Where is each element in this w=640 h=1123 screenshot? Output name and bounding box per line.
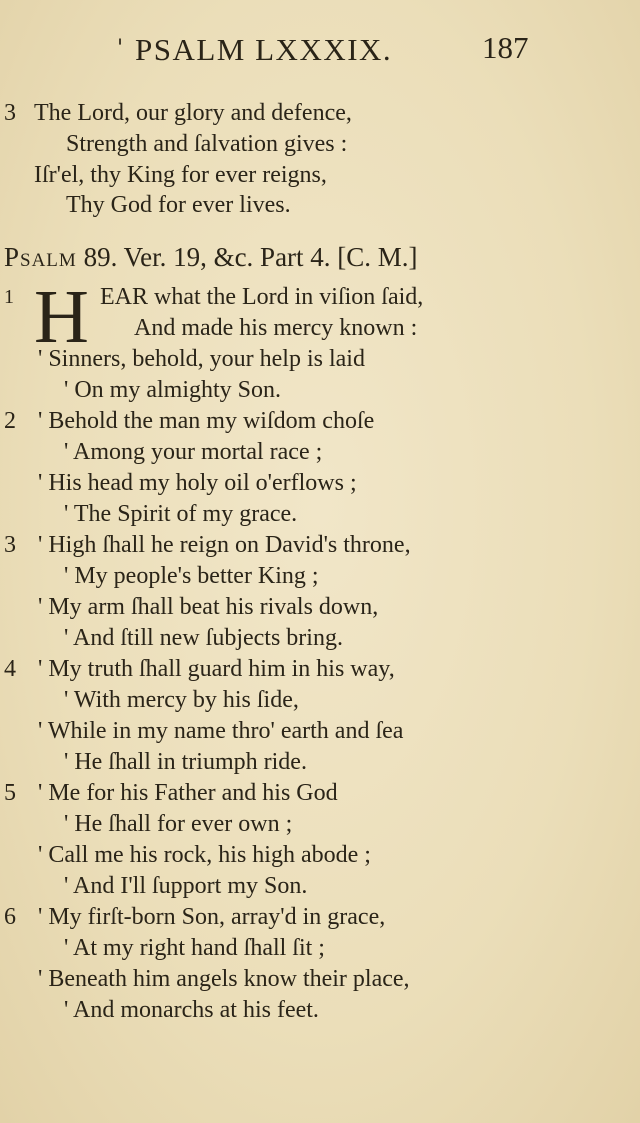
- verse-line: ' My firſt-born Son, array'd in grace,: [38, 904, 386, 930]
- verse-line: ' My people's better King ;: [64, 563, 319, 589]
- running-head-title: PSALM LXXXIX.: [135, 32, 393, 67]
- verse-line: ' Among your mortal race ;: [64, 439, 323, 465]
- verse-number: 6: [4, 904, 16, 930]
- verse-line: ' He ſhall for ever own ;: [64, 811, 293, 837]
- verse-line: ' Beneath him angels know their place,: [38, 966, 410, 992]
- section-heading: [4, 240, 634, 274]
- running-head-ornament: ': [117, 36, 124, 61]
- verse-line: ' Me for his Father and his God: [38, 780, 338, 806]
- verse-line: EAR what the Lord in viſion ſaid,: [100, 284, 424, 310]
- verse-number: 2: [4, 408, 16, 434]
- verse-line: ' He ſhall in triumph ride.: [64, 749, 307, 775]
- heading-meter: [C. M.]: [337, 242, 418, 272]
- running-head: [0, 28, 640, 72]
- drop-cap: H: [34, 275, 89, 359]
- verse-number: 4: [4, 656, 16, 682]
- verse-line: ' And ſtill new ſubjects bring.: [64, 625, 343, 651]
- verse-line: Thy God for ever lives.: [66, 192, 291, 218]
- verse-line: ' Behold the man my wiſdom choſe: [38, 408, 375, 434]
- verse-line: ' High ſhall he reign on David's throne,: [38, 532, 411, 558]
- verse-line: ' While in my name thro' earth and ſea: [38, 718, 404, 744]
- verse-line: ' My arm ſhall beat his rivals down,: [38, 594, 379, 620]
- verse-line: ' With mercy by his ſide,: [64, 687, 299, 713]
- verse-line: ' And monarchs at his feet.: [64, 997, 319, 1023]
- verse-line: ' The Spirit of my grace.: [64, 501, 298, 527]
- verse-line: Strength and ſalvation gives :: [66, 131, 348, 157]
- verse-number: 5: [4, 780, 16, 806]
- heading-psalm: Psalm: [4, 242, 77, 272]
- verse-line: The Lord, our glory and defence,: [34, 100, 352, 126]
- verse-number: 3: [4, 532, 16, 558]
- verse-line: Iſr'el, thy King for ever reigns,: [34, 162, 327, 188]
- verse-line: And made his mercy known :: [134, 315, 418, 341]
- verse-line: ' Call me his rock, his high abode ;: [38, 842, 371, 868]
- verse-line: ' My truth ſhall guard him in his way,: [38, 656, 395, 682]
- heading-reference: 89. Ver. 19, &c. Part 4.: [83, 242, 331, 272]
- verse-number: 1: [4, 286, 14, 308]
- verse-line: ' Sinners, behold, your help is laid: [38, 346, 365, 372]
- verse-line: ' His head my holy oil o'erflows ;: [38, 470, 357, 496]
- verse-line: ' And I'll ſupport my Son.: [64, 873, 308, 899]
- stanza-number: 3: [4, 100, 16, 126]
- verse-line: ' On my almighty Son.: [64, 377, 281, 403]
- verse-line: ' At my right hand ſhall ſit ;: [64, 935, 325, 961]
- page-number: 187: [482, 30, 529, 65]
